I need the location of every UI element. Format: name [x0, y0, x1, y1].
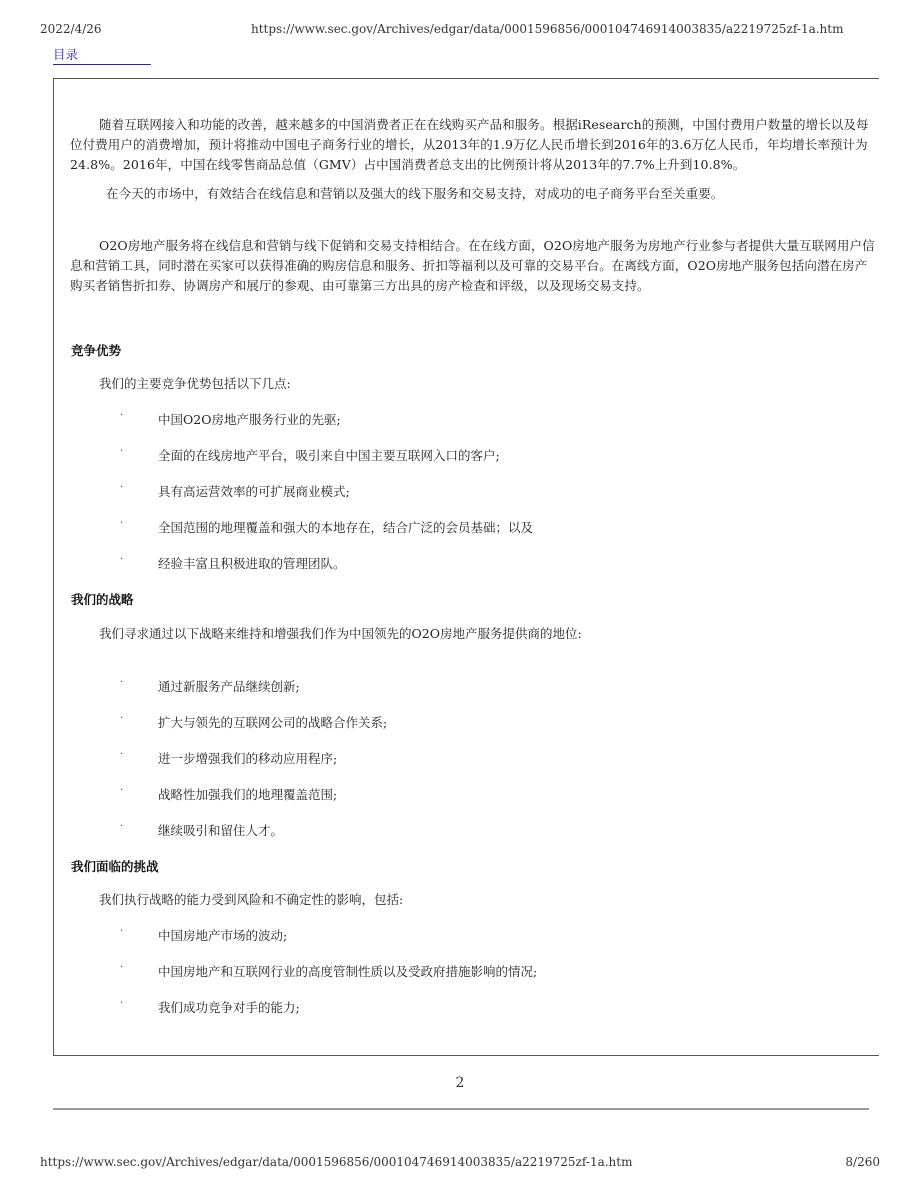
- page-divider: [53, 1108, 869, 1110]
- o2o-paragraph: [70, 236, 876, 296]
- print-date: 2022/4/26: [40, 22, 102, 36]
- o2o-paragraph-text: O2O房地产服务将在线信息和营销与线下促销和交易支持相结合。在在线方面，O2O房地产服务为房地产行业参与者提供大量互联网用户信息和营销工具，同时潜在买家可以获得准确的购房信息和服务、折扣等福利以及可靠的交易平台。在离线方面，O2O房地产服务包括向潜在房产购买者销售折扣券、协调房产和展厅的参观、由可靠第三方出具的房产检查和评级，以及现场交易支持。: [70, 238, 875, 293]
- section-intro-strategy: 我们寻求通过以下战略来维持和增强我们作为中国领先的O2O房地产服务提供商的地位:: [99, 626, 582, 641]
- bullet-icon: ·: [120, 713, 124, 724]
- section-intro-challenges: 我们执行战略的能力受到风险和不确定性的影响，包括:: [99, 892, 404, 907]
- bullet-icon: ·: [120, 821, 124, 832]
- section-heading-strategy: 我们的战略: [71, 592, 134, 607]
- bullet-icon: ·: [120, 926, 124, 937]
- market-paragraph-text: 在今天的市场中，有效结合在线信息和营销以及强大的线下服务和交易支持，对成功的电子商务平台至关重要。: [106, 186, 724, 201]
- intro-paragraph: [70, 115, 876, 175]
- page-number: 2: [455, 1075, 465, 1091]
- bullet-icon: ·: [120, 410, 124, 421]
- intro-paragraph-text: 随着互联网接入和功能的改善，越来越多的中国消费者正在在线购买产品和服务。根据iResearch的预测，中国付费用户数量的增长以及每位付费用户的消费增加，预计将推动中国电子商务行业的增长，从2013年的1.9万亿人民币增长到2016年的3.6万亿人民币，年均增长率预计为24.8%。2016年，中国在线零售商品总值（GMV）占中国消费者总支出的比例预计将从2013年的7.7%上升到10.8%。: [70, 117, 869, 172]
- bullet-icon: ·: [120, 446, 124, 457]
- print-page-count: 8/260: [845, 1155, 880, 1169]
- bullet-icon: ·: [120, 785, 124, 796]
- section-intro-competitive-advantages: 我们的主要竞争优势包括以下几点:: [99, 376, 291, 391]
- bullet-icon: ·: [120, 749, 124, 760]
- bullet-icon: ·: [120, 962, 124, 973]
- market-paragraph: [77, 184, 883, 204]
- bullet-icon: ·: [120, 554, 124, 565]
- section-heading-competitive-advantages: 竞争优势: [71, 343, 122, 358]
- print-footer-url: https://www.sec.gov/Archives/edgar/data/0001596856/000104746914003835/a2219725zf-1a.htm: [40, 1155, 633, 1169]
- print-header-url: https://www.sec.gov/Archives/edgar/data/0001596856/000104746914003835/a2219725zf-1a.htm: [251, 22, 844, 36]
- bullet-icon: ·: [120, 998, 124, 1009]
- bullet-icon: ·: [120, 677, 124, 688]
- toc-link[interactable]: 目录: [53, 45, 151, 65]
- bullet-icon: ·: [120, 482, 124, 493]
- section-heading-challenges: 我们面临的挑战: [71, 859, 159, 874]
- bullet-icon: ·: [120, 518, 124, 529]
